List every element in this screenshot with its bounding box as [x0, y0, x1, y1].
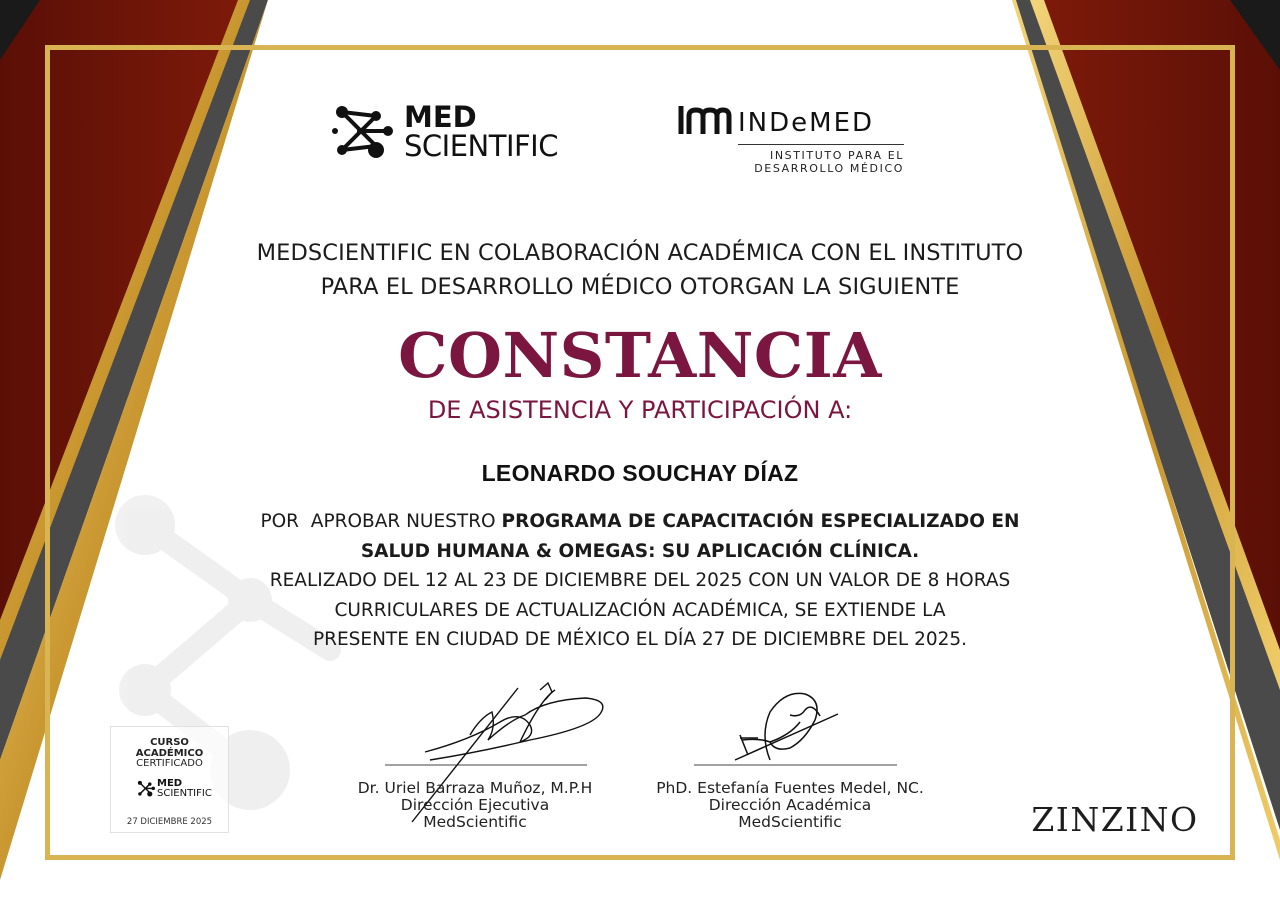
indemed-mark-icon — [676, 106, 732, 136]
intro-line-2: PARA EL DESARROLLO MÉDICO OTORGAN LA SIGUIENTE — [320, 274, 960, 300]
badge-medscientific-logo — [137, 778, 217, 802]
medscientific-word-scientific: SCIENTIFIC — [404, 129, 558, 163]
program-name-line1: PROGRAMA DE CAPACITACIÓN ESPECIALIZADO EN — [501, 511, 1020, 532]
indemed-subtitle — [738, 149, 904, 175]
signature-block-2 — [640, 780, 940, 831]
zinzino-logo: ZINZINO — [1031, 800, 1199, 839]
indemed-logo — [676, 104, 916, 180]
certificate-subtitle: DE ASISTENCIA Y PARTICIPACIÓN A: — [427, 396, 853, 424]
certificate-body — [190, 507, 1090, 655]
certified-course-badge — [110, 726, 229, 833]
indemed-divider — [738, 144, 904, 145]
indemed-name: INDeMED — [738, 108, 875, 138]
certificate-title: CONSTANCIA — [398, 319, 882, 392]
medscientific-word-med: MED — [404, 100, 477, 134]
signer-1-role: Dirección Ejecutiva — [400, 796, 550, 814]
body-line-3: REALIZADO DEL 12 AL 23 DE DICIEMBRE DEL 2025 CON UN VALOR DE 8 HORAS — [269, 570, 1011, 591]
medscientific-logo — [332, 100, 582, 164]
badge-line-2: ACADÉMICO — [135, 748, 204, 759]
indemed-subtitle-line2: DESARROLLO MÉDICO — [754, 162, 904, 175]
body-line-1 — [190, 507, 1090, 537]
program-name-line2: SALUD HUMANA & OMEGAS: SU APLICACIÓN CLÍNICA. — [360, 540, 920, 562]
badge-logo-word-scientific: SCIENTIFIC — [157, 788, 212, 799]
badge-logo-word-med: MED — [157, 778, 183, 789]
intro-text — [160, 236, 1120, 304]
indemed-subtitle-line1: INSTITUTO PARA EL — [769, 149, 904, 162]
badge-line-3: CERTIFICADO — [136, 758, 203, 769]
recipient-name: LEONARDO SOUCHAY DÍAZ — [481, 460, 799, 486]
badge-date: 27 DICIEMBRE 2025 — [126, 817, 213, 827]
body-line-2 — [190, 537, 1090, 567]
molecule-icon — [332, 102, 394, 164]
signer-1-org: MedScientific — [423, 813, 527, 831]
body-line-4: CURRICULARES DE ACTUALIZACIÓN ACADÉMICA, SE EXTIENDE LA — [334, 599, 946, 621]
body-prefix: POR APROBAR NUESTRO — [260, 511, 502, 532]
intro-line-1: MEDSCIENTIFIC EN COLABORACIÓN ACADÉMICA CON EL INSTITUTO — [256, 240, 1024, 266]
badge-line-1: CURSO — [150, 737, 189, 748]
body-line-5: PRESENTE EN CIUDAD DE MÉXICO EL DÍA 27 DE DICIEMBRE DEL 2025. — [312, 629, 968, 650]
signer-2-role: Dirección Académica — [708, 796, 872, 814]
badge-molecule-icon — [137, 780, 155, 798]
signer-1-name: Dr. Uriel Barraza Muñoz, M.P.H — [357, 779, 593, 797]
signature-block-1 — [340, 780, 610, 831]
signer-2-name: PhD. Estefanía Fuentes Medel, NC. — [656, 779, 924, 797]
signer-2-org: MedScientific — [738, 813, 842, 831]
